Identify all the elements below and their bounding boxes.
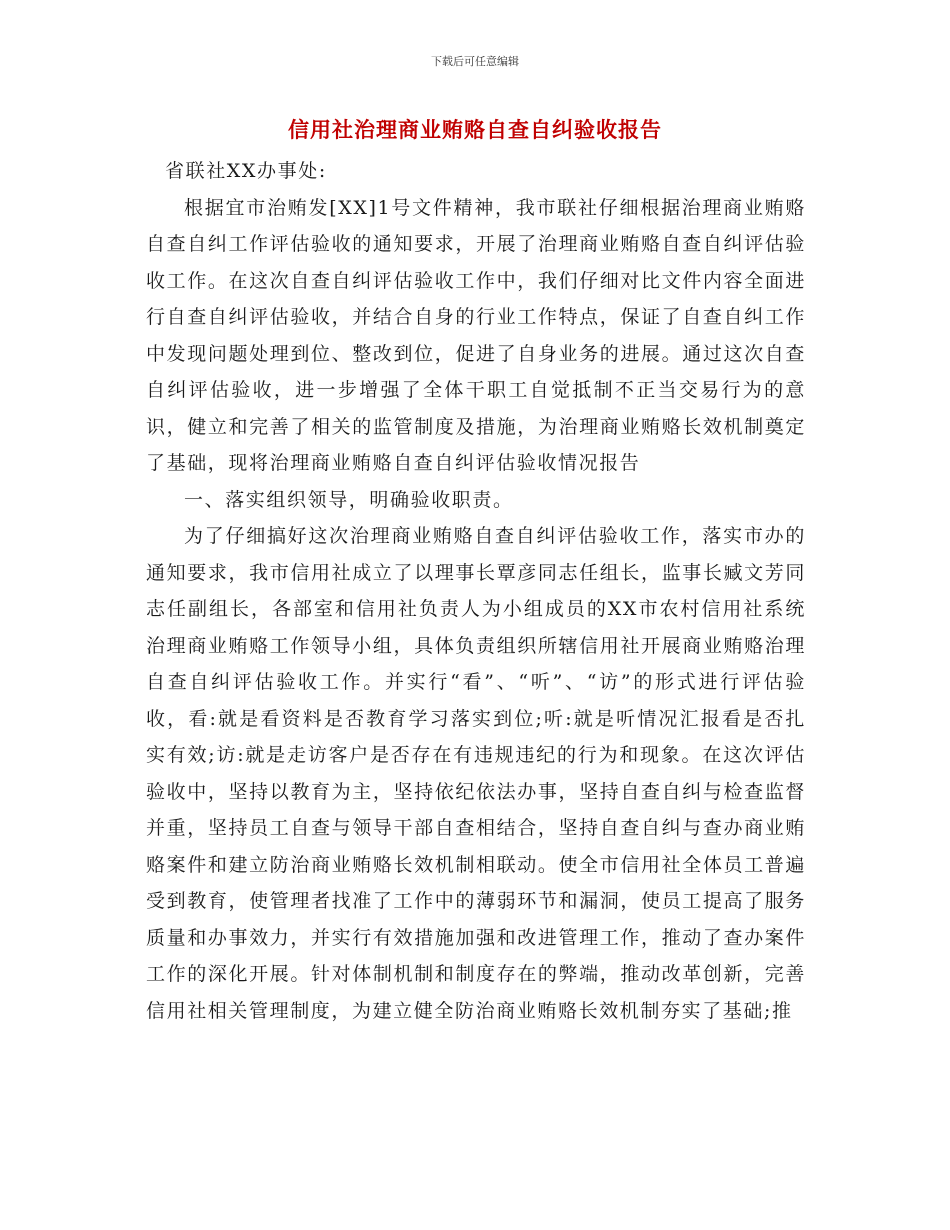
page-header-note: 下载后可任意编辑 <box>431 55 519 68</box>
paragraph-section-1: 为了仔细搞好这次治理商业贿赂自查自纠评估验收工作，落实市办的通知要求，我市信用社成立了以理事长覃彦同志任组长，监事长臧文芳同志任副组长，各部室和信用社负责人为小组成员的XX市农村信用社系统治理商业贿赂工作领导小组，具体负责组织所辖信用社开展商业贿赂治理自查自纠评估验收工作。并实行“看”、“听”、“访”的形式进行评估验收，看:就是看资料是否教育学习落实到位;听:就是听情况汇报看是否扎实有效;访:就是走访客户是否存在有违规违纪的行为和现象。在这次评估验收中，坚持以教育为主，坚持依纪依法办事，坚持自查自纠与检查监督并重，坚持员工自查与领导干部自查相结合，坚持自查自纠与查办商业贿赂案件和建立防治商业贿赂长效机制相联动。使全市信用社全体员工普遍受到教育，使管理者找准了工作中的薄弱环节和漏洞，使员工提高了服务质量和办事效力，并实行有效措施加强和改进管理工作，推动了查办案件工作的深化开展。针对体制机制和制度存在的弊端，推动改革创新，完善信用社相关管理制度，为建立健全防治商业贿赂长效机制夯实了基础;推 <box>146 525 806 1022</box>
salutation: 省联社XX办事处: <box>165 160 327 182</box>
document-body <box>146 153 806 1029</box>
section-heading-1: 一、落实组织领导，明确验收职责。 <box>184 488 514 511</box>
paragraph-intro: 根据宜市治贿发[XX]1号文件精神，我市联社仔细根据治理商业贿赂自查自纠工作评估验收的通知要求，开展了治理商业贿赂自查自纠评估验收工作。在这次自查自纠评估验收工作中，我们仔细对比文件内容全面进行自查自纠评估验收，并结合自身的行业工作特点，保证了自查自纠工作中发现问题处理到位、整改到位，促进了自身业务的进展。通过这次自查自纠评估验收，进一步增强了全体干职工自觉抵制不正当交易行为的意识，健立和完善了相关的监管制度及措施，为治理商业贿赂长效机制奠定了基础，现将治理商业贿赂自查自纠评估验收情况报告 <box>146 196 806 474</box>
document-title: 信用社治理商业贿赂自查自纠验收报告 <box>288 118 662 142</box>
